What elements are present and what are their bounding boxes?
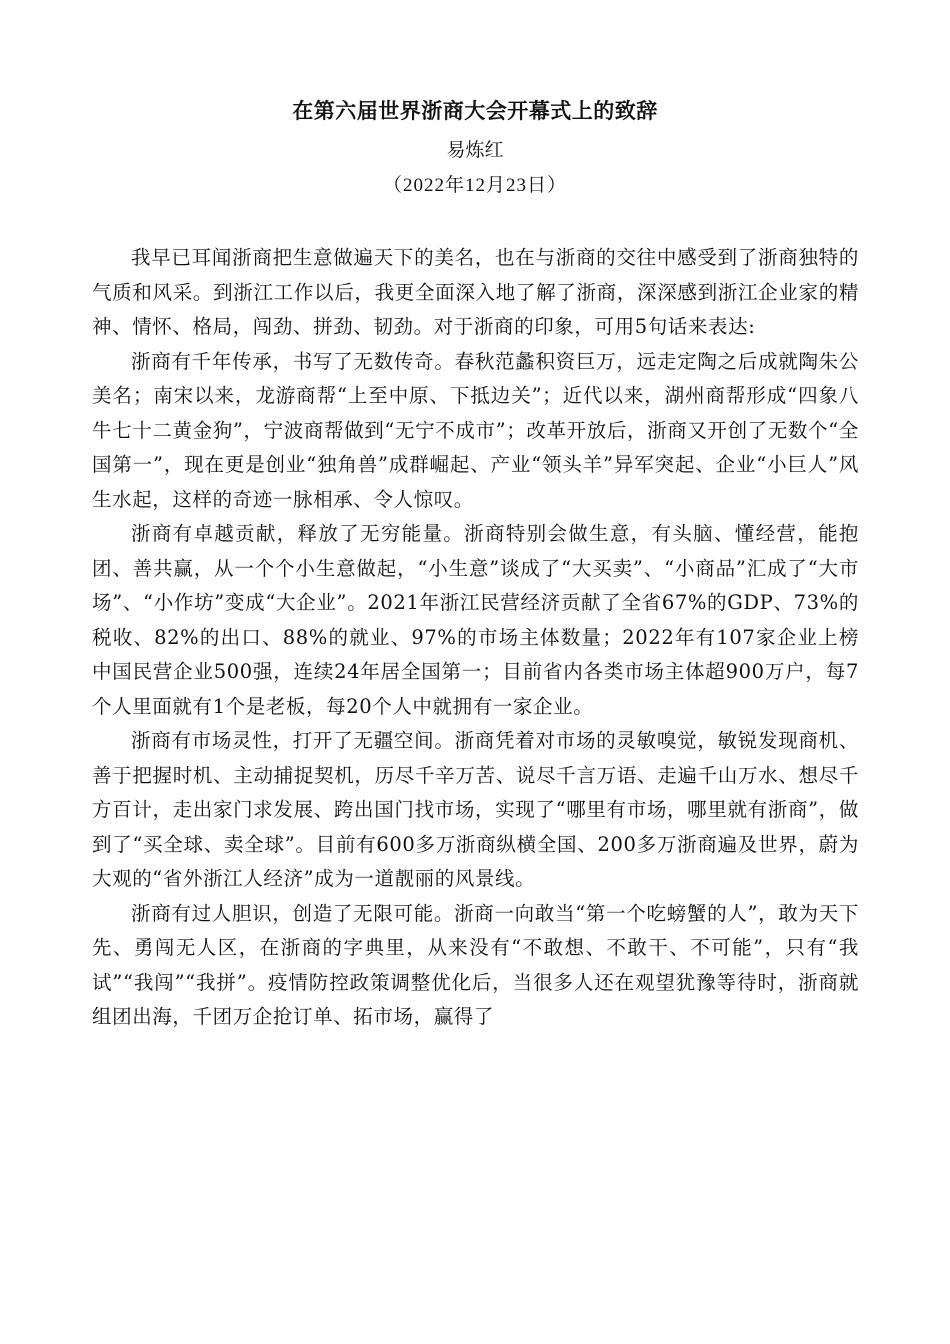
paragraph: 浙商有千年传承，书写了无数传奇。春秋范蠡积资巨万，远走定陶之后成就陶朱公美名；南宋以来，龙游商帮“上至中原、下抵边关”；近代以来，湖州商帮形成“四象八牛七十二黄金狗”，宁波商帮做到“无宁不成市”；改革开放后，浙商又开创了无数个“全国第一”，现在更是创业“独角兽”成群崛起、产业“领头羊”异军突起、企业“小巨人”风生水起，这样的奇迹一脉相承、令人惊叹。 [92,349,859,511]
document-title: 在第六届世界浙商大会开幕式上的致辞 [292,98,658,123]
paragraph: 浙商有卓越贡献，释放了无穷能量。浙商特别会做生意，有头脑、懂经营，能抱团、善共赢，从一个个小生意做起，“小生意”谈成了“大买卖”、“小商品”汇成了“大市场”、“小作坊”变成“大企业”。2021年浙江民营经济贡献了全省67%的GDP、73%的税收、82%的出口、88%的就业、97%的市场主体数量；2022年有107家企业上榜中国民营企业500强，连续24年居全国第一；目前省内各类市场主体超900万户，每7个人里面就有1个是老板，每20个人中就拥有一家企业。 [92,522,859,718]
paragraph: 浙商有过人胆识，创造了无限可能。浙商一向敢当“第一个吃螃蟹的人”，敢为天下先、勇闯无人区，在浙商的字典里，从来没有“不敢想、不敢干、不可能”，只有“我试”“我闯”“我拼”。疫情防控政策调整优化后，当很多人还在观望犹豫等待时，浙商就组团出海，千团万企抢订单、拓市场，赢得了 [92,901,859,1028]
document-date: （2022年12月23日） [382,175,567,196]
paragraph: 我早已耳闻浙商把生意做遍天下的美名，也在与浙商的交往中感受到了浙商独特的气质和风采。到浙江工作以后，我更全面深入地了解了浙商，深深感到浙江企业家的精神、情怀、格局，闯劲、拼劲、韧劲。对于浙商的印象，可用5句话来表达: [92,246,859,338]
document-author: 易炼红 [446,139,504,161]
document-body [92,241,859,1035]
paragraph: 浙商有市场灵性，打开了无疆空间。浙商凭着对市场的灵敏嗅觉，敏锐发现商机、善于把握时机、主动捕捉契机，历尽千辛万苦、说尽千言万语、走遍千山万水、想尽千方百计，走出家门求发展、跨出国门找市场，实现了“哪里有市场，哪里就有浙商”，做到了“买全球、卖全球”。目前有600多万浙商纵横全国、200多万浙商遍及世界，蔚为大观的“省外浙江人经济”成为一道靓丽的风景线。 [92,729,859,890]
